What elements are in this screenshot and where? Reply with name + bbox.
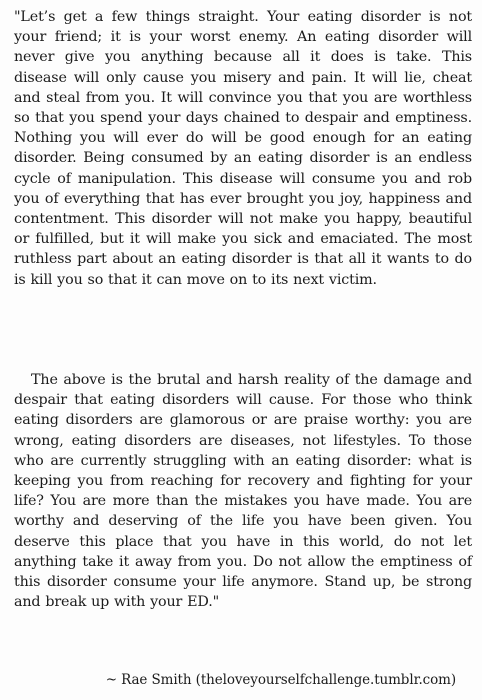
quote-paragraph-1: "Let’s get a few things straight. Your eating disorder is not your friend; it is your worst enemy. An eating disorder will never give you anything because all it does is take. This disease will only cause you misery and pain. It will lie, cheat and steal from you. It will convince you that you are worthless so that you spend your days chained to despair and emptiness. Nothing you will ever do will be good enough for an eating disorder. Being consumed by an eating disorder is an endless cycle of manipulation. This disease will consume you and rob you of everything that has ever brought you joy, happiness and contentment. This disorder will not make you happy, beautiful or fulfilled, but it will make you sick and emaciated. The most ruthless part about an eating disorder is that all it wants to do is kill you so that it can move on to its next victim. [14, 9, 472, 288]
quote-attribution: ~ Rae Smith (theloveyourselfchallenge.tumblr.com) [105, 672, 456, 688]
quote-paragraph-2: The above is the brutal and harsh reality of the damage and despair that eating disorders will cause. For those who think eating disorders are glamorous or are praise worthy: you are wrong, eating disorders are diseases, not lifestyles. To those who are currently struggling with an eating disorder: what is keeping you from reaching for recovery and fighting for your life? You are more than the mistakes you have made. You are worthy and deserving of the life you have been given. You deserve this place that you have in this world, do not let anything take it away from you. Do not allow the emptiness of this disorder consume your life anymore. Stand up, be strong and break up with your ED." [14, 372, 472, 611]
